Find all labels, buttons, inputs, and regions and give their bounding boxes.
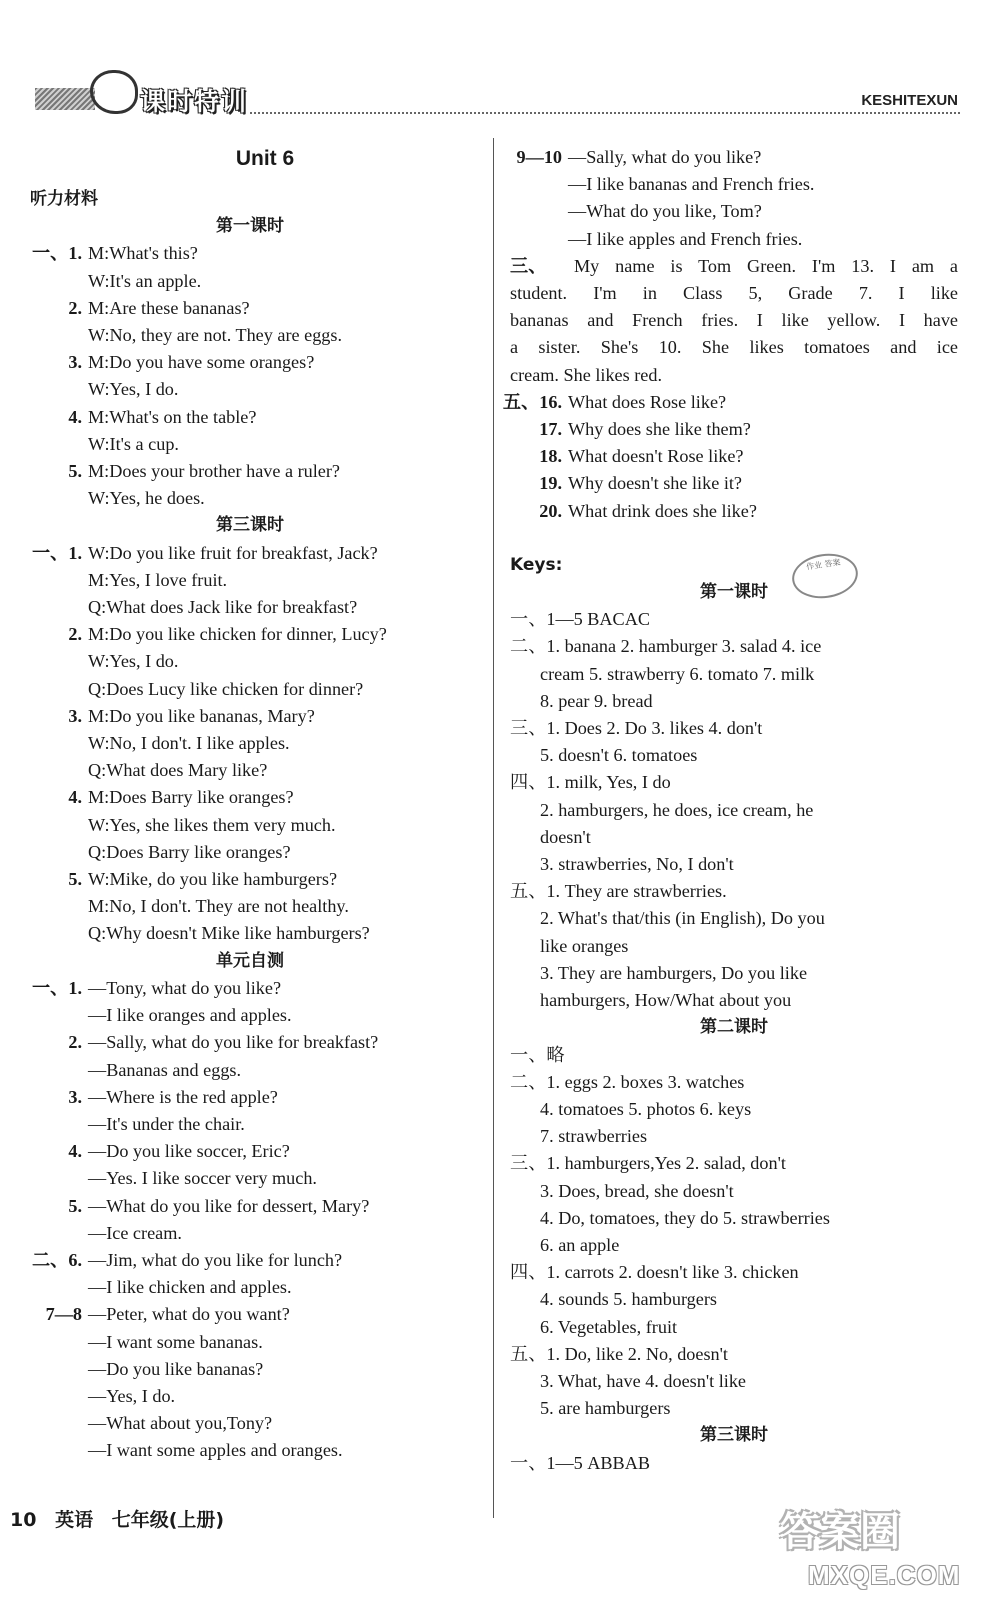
text-line [30,1301,470,1328]
line-text: —I like oranges and apples. [88,1005,292,1026]
line-text: —Where is the red apple? [88,1086,278,1107]
key-line: My name is Tom Green. I'm 13. I am a [574,255,958,276]
item-number: 3. [68,705,82,726]
item-number: 20. [539,500,562,521]
text-line [30,1165,470,1192]
text-line [30,376,470,403]
text-line [30,1410,470,1437]
key-line: 一、略 [510,1044,565,1065]
spacer [510,525,958,552]
line-text: M:Does your brother have a ruler? [88,461,341,482]
key-line: 3. Does, bread, she doesn't [540,1180,734,1201]
text-line [30,1057,470,1084]
key-line: 五、1. Do, like 2. No, doesn't [510,1343,728,1364]
line-text: W:Do you like fruit for breakfast, Jack? [88,542,378,563]
unit-title: Unit 6 [235,147,295,170]
key-line: 四、1. milk, Yes, I do [510,772,671,793]
key-line: 二、1. banana 2. hamburger 3. salad 4. ice [510,636,822,657]
key-line: 5. doesn't 6. tomatoes [540,745,698,766]
line-text: —Do you like bananas? [88,1358,264,1379]
item-number: 9—10 [516,147,562,167]
text-line [30,839,470,866]
text-line [510,498,958,525]
line-text: —Jim, what do you like for lunch? [88,1249,343,1270]
line-text: —I like chicken and apples. [88,1277,292,1298]
line-text: M:What's this? [88,243,198,264]
header-title: 课时特训 [140,89,249,116]
key-line: 8. pear 9. bread [540,690,653,711]
text-line [30,431,470,458]
text-line [30,485,470,512]
line-text: —Ice cream. [88,1222,182,1243]
item-number: 5. [68,1195,82,1216]
key-line: 2. hamburgers, he does, ice cream, he [540,799,814,820]
item-number: 3. [68,1086,82,1107]
text-line [30,322,470,349]
column-divider [493,138,494,1518]
line-text: —What about you,Tony? [88,1413,273,1434]
line-text: M:What's on the table? [88,406,257,427]
left-column [30,144,470,1465]
lesson-3-list [30,540,470,948]
unit-test-list [30,975,470,1465]
keys-lesson-3-heading: 第三课时 [700,1425,768,1446]
key-line: student. I'm in Class 5, Grade 7. I like [510,283,958,304]
key-line: 三、1. hamburgers,Yes 2. salad, don't [510,1153,786,1174]
line-text: W:It's a cup. [88,433,179,454]
keys-label: Keys: [510,554,563,575]
text-line [30,349,470,376]
line-text: —Sally, what do you like for breakfast? [88,1032,379,1053]
line-text: W:Yes, I do. [88,651,179,672]
key-line: 3. strawberries, No, I don't [540,854,734,875]
passage-lines [510,253,958,389]
text-line [30,1247,470,1274]
line-text: M:Do you like bananas, Mary? [88,705,315,726]
text-line [30,812,470,839]
text-line [30,1220,470,1247]
key-line: 三、1. Does 2. Do 3. likes 4. don't [510,718,763,739]
text-line [30,404,470,431]
key-line: 2. What's that/this (in English), Do you [540,908,825,929]
key-line: 四、1. carrots 2. doesn't like 3. chicken [510,1262,799,1283]
text-line [30,648,470,675]
item-number: 5. [68,869,82,890]
text-line [30,621,470,648]
page-number: 10 [10,1509,37,1531]
text-line [30,240,470,267]
line-text: W:Yes, I do. [88,379,179,400]
right-column [502,144,958,1477]
text-line [510,470,958,497]
line-text: Why does she like them? [568,419,751,440]
line-text: W:No, I don't. I like apples. [88,733,290,754]
key-line: doesn't [540,826,591,847]
text-line [30,594,470,621]
key-line: 6. Vegetables, fruit [540,1316,678,1337]
item-number: 2. [68,624,82,645]
line-text: W:Yes, she likes them very much. [88,814,336,835]
line-text: —Do you like soccer, Eric? [88,1141,290,1162]
text-line [30,1437,470,1464]
continued-list [510,144,958,253]
text-line [30,1274,470,1301]
item-number: 19. [539,473,562,494]
lesson-3-heading: 第三课时 [216,515,284,536]
text-line [30,268,470,295]
header-code: KESHITEXUN [861,92,958,109]
line-text: M:Are these bananas? [88,297,250,318]
text-line [30,1029,470,1056]
line-text: —I want some apples and oranges. [88,1440,343,1461]
text-line [30,920,470,947]
line-text: Q:Does Barry like oranges? [88,841,291,862]
unit-test-heading: 单元自测 [216,950,284,971]
keys-lesson-1-heading: 第一课时 [700,582,768,603]
line-text: —Yes, I do. [88,1385,176,1406]
line-text: Q:What does Mary like? [88,760,268,781]
text-line [30,1356,470,1383]
item-number: 5. [68,461,82,482]
key-line: 7. strawberries [540,1126,648,1147]
item-number: 4. [68,787,82,808]
item-number: 7—8 [45,1304,82,1325]
text-line [30,1111,470,1138]
text-line [510,171,958,198]
line-text: M:No, I don't. They are not healthy. [88,896,349,917]
line-text: —It's under the chair. [88,1113,245,1134]
footer-subject: 英语 [55,1509,94,1531]
line-text: M:Do you have some oranges? [88,352,315,373]
text-line [30,703,470,730]
passage [510,253,958,389]
line-text: M:Do you like chicken for dinner, Lucy? [88,624,387,645]
text-line [30,1084,470,1111]
line-text: —I like apples and French fries. [568,228,803,249]
text-line [510,226,958,253]
line-text: —What do you like for dessert, Mary? [88,1195,370,1216]
watermark-url: MXQE.COM [808,1560,961,1590]
line-text: —I like bananas and French fries. [568,174,815,195]
text-line [510,443,958,470]
text-line [30,295,470,322]
header-stripe [35,88,95,110]
key-line: 6. an apple [540,1234,620,1255]
text-line [30,866,470,893]
text-line [30,1138,470,1165]
line-text: What doesn't Rose like? [568,446,744,467]
passage-number: 三、 [510,255,547,276]
item-number: 2. [68,297,82,318]
item-number: 五、16. [502,391,562,412]
line-text: —Tony, what do you like? [88,977,282,998]
key-line: 一、1—5 ABBAB [510,1452,650,1473]
text-line [30,540,470,567]
item-number: 4. [68,406,82,427]
text-line [30,567,470,594]
line-text: —Peter, what do you want? [88,1304,290,1325]
line-text: —I want some bananas. [88,1331,263,1352]
line-text: W:Mike, do you like hamburgers? [88,869,338,890]
key-line: 4. Do, tomatoes, they do 5. strawberries [540,1207,830,1228]
key-line: bananas and French fries. I like yellow. I have [510,310,958,331]
key-line: 五、1. They are strawberries. [510,881,727,902]
item-number: 二、6. [31,1249,82,1270]
line-text: What does Rose like? [568,391,727,412]
keys-lesson-1-lines [510,606,958,1014]
pen-logo-icon [90,70,138,114]
homework-stamp: 作业 答案 [789,550,860,603]
line-text: Q:Does Lucy like chicken for dinner? [88,678,364,699]
text-line [30,893,470,920]
footer-grade: 七年级(上册) [111,1509,225,1531]
key-line: 3. They are hamburgers, Do you like [540,962,808,983]
text-line [510,416,958,443]
line-text: Q:Why doesn't Mike like hamburgers? [88,923,370,944]
line-text: W:It's an apple. [88,270,202,291]
text-line [30,458,470,485]
key-line: 4. sounds 5. hamburgers [540,1289,717,1310]
line-text: Why doesn't she like it? [568,473,742,494]
key-line: 一、1—5 BACAC [510,609,650,630]
text-line [30,784,470,811]
line-text: M:Yes, I love fruit. [88,569,228,590]
key-line: 二、1. eggs 2. boxes 3. watches [510,1071,745,1092]
line-text: —Yes. I like soccer very much. [88,1168,317,1189]
line-text: Q:What does Jack like for breakfast? [88,597,358,618]
key-line: 5. are hamburgers [540,1398,671,1419]
lesson-1-list [30,240,470,512]
key-line: like oranges [540,935,629,956]
text-line [30,1193,470,1220]
text-line [30,757,470,784]
item-number: 3. [68,352,82,373]
text-line [502,389,958,416]
line-text: W:No, they are not. They are eggs. [88,325,343,346]
line-text: What drink does she like? [568,500,757,521]
key-line: cream 5. strawberry 6. tomato 7. milk [540,663,815,684]
line-text: —Sally, what do you like? [568,147,762,167]
keys-lesson-2-heading: 第二课时 [700,1017,768,1038]
listening-label: 听力材料 [30,189,98,209]
key-line: cream. She likes red. [510,364,663,385]
text-line [30,1383,470,1410]
page-header [0,0,996,135]
line-text: —What do you like, Tom? [568,201,762,222]
item-number: 一、1. [31,542,82,563]
header-rule [250,112,960,114]
text-line [30,975,470,1002]
item-number: 2. [68,1032,82,1053]
text-line [510,144,958,171]
page-footer [10,1505,224,1532]
question-list [502,389,958,525]
line-text: —Bananas and eggs. [88,1059,242,1080]
key-line: 4. tomatoes 5. photos 6. keys [540,1098,752,1119]
item-number: 18. [539,446,562,467]
item-number: 一、1. [31,243,82,264]
keys-lesson-2-lines [510,1042,958,1423]
watermark-logo: 答案圈 [780,1509,900,1555]
text-line [30,1329,470,1356]
key-line: a sister. She's 10. She likes tomatoes and ice [510,337,958,358]
item-number: 4. [68,1141,82,1162]
keys-lesson-3-lines [510,1450,958,1477]
text-line [30,1002,470,1029]
text-line [30,676,470,703]
text-line [510,198,958,225]
key-line: hamburgers, How/What about you [540,990,792,1011]
key-line: 3. What, have 4. doesn't like [540,1370,746,1391]
lesson-1-heading: 第一课时 [216,216,284,237]
line-text: M:Does Barry like oranges? [88,787,294,808]
item-number: 17. [539,419,562,440]
text-line [30,730,470,757]
item-number: 一、1. [31,977,82,998]
line-text: W:Yes, he does. [88,488,205,509]
